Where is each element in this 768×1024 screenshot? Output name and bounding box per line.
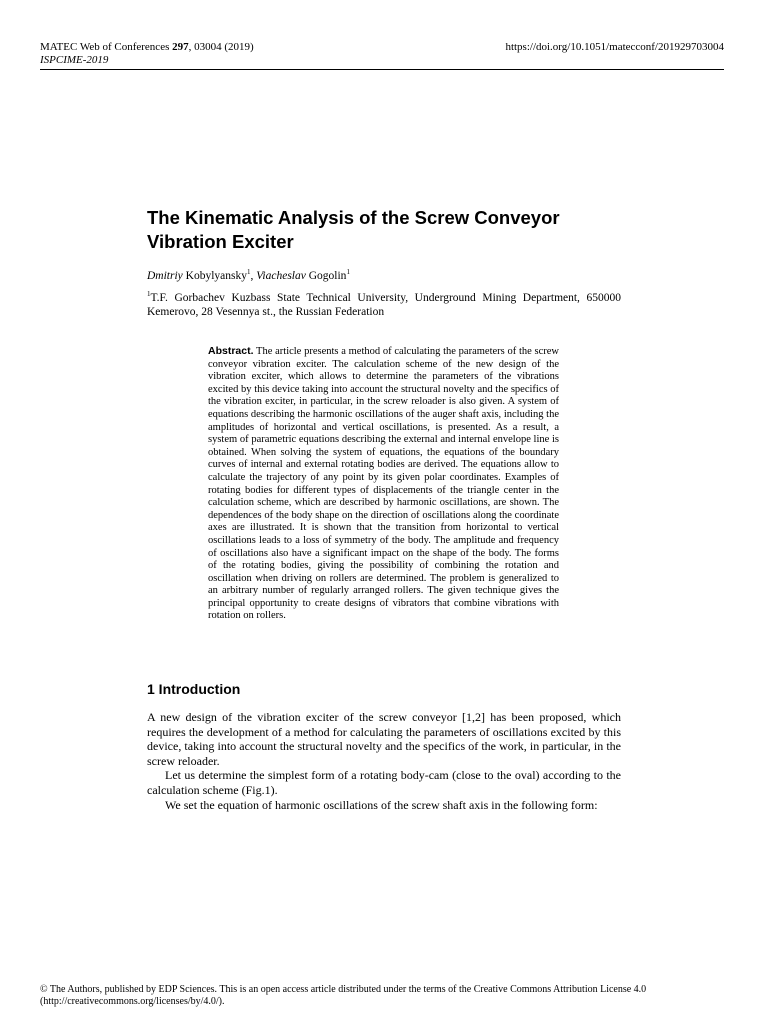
- paragraph-1: A new design of the vibration exciter of the screw conveyor [1,2] has been proposed, which requires the development of a method for calculating the parameters of oscillations excited by this device, taking into account the structural novelty and the specifics of the work, in particular, in the screw reloader.: [147, 710, 621, 768]
- affiliation-text: T.F. Gorbachev Kuzbass State Technical University, Underground Mining Department, 650000 Kemerovo, 28 Vesennya st., the Russian Federation: [147, 292, 621, 318]
- affiliation-mark: 1: [147, 290, 151, 299]
- journal-citation: [40, 41, 254, 54]
- journal-name: MATEC Web of Conferences: [40, 41, 173, 53]
- author-2-family-name: Gogolin: [305, 270, 347, 282]
- article-number: , 03004 (2019): [188, 41, 254, 53]
- author-separator: ,: [250, 270, 257, 282]
- author-1-family-name: Kobylyansky: [182, 270, 247, 282]
- abstract: [208, 345, 559, 623]
- conference-name: ISPCIME-2019: [40, 54, 109, 66]
- author-list: [147, 269, 350, 283]
- affiliation: [147, 292, 621, 319]
- paragraph-3: We set the equation of harmonic oscillations of the screw shaft axis in the following form:: [165, 797, 598, 812]
- section-body-introduction: [147, 710, 621, 812]
- abstract-text: The article presents a method of calculating the parameters of the screw conveyor vibration exciter. The calculation scheme of the new design of the vibration exciter, which allows to determine the parameters of the vibrations excited by this device taking into account the structural novelty and the specifics of the vibration exciter, in particular, in the screw reloader is also given. A system of equations describing the harmonic oscillations of the auger shaft axis, including the amplitudes of horizontal and vertical oscillations, is presented. As a result, a system of parametric equations describing the external and internal envelope line is obtained. When solving the system of equations, the equations of the boundary curves of internal and external rotating bodies are derived. The equations allow to calculate the trajectory of any point by its given polar coordinates. Examples of rotating bodies for different types of displacements of the triangle center in the calculation scheme, which are described by harmonic oscillations, are shown. The dependences of the body shape on the direction of oscillations along the coordinate axes are illustrated. It is shown that the transition from horizontal to vertical oscillations leads to a loss of symmetry of the body. The amplitude and frequency of oscillations also have a significant impact on the shape of the body. The forms of the rotating bodies, giving the possibility of combining the rotation and oscillation when driving on rollers are determined. The problem is generalized to an arbitrary number of regularly arranged rollers. The given technique gives the principal opportunity to create designs of vibrators that combine vibrations with rotation on rollers.: [208, 346, 559, 622]
- author-2-affiliation-mark: 1: [346, 268, 350, 277]
- journal-volume: 297: [172, 41, 189, 53]
- author-1-given-name: Dmitriy: [147, 270, 183, 282]
- doi-link[interactable]: https://doi.org/10.1051/matecconf/201929703004: [505, 41, 724, 53]
- paper-title: The Kinematic Analysis of the Screw Conveyor Vibration Exciter: [147, 207, 560, 252]
- paragraph-2: Let us determine the simplest form of a rotating body-cam (close to the oval) according to the calculation scheme (Fig.1).: [147, 768, 621, 797]
- running-header-journal: [40, 41, 254, 67]
- section-heading-introduction: 1 Introduction: [147, 681, 241, 697]
- author-1-affiliation-mark: 1: [247, 268, 251, 277]
- abstract-label: Abstract.: [208, 345, 254, 357]
- header-divider: [40, 69, 724, 70]
- license-footer: © The Authors, published by EDP Sciences. This is an open access article distributed under the terms of the Creative Commons Attribution License 4.0 (http://creativecommons.org/licenses/by/4.0/).: [40, 984, 647, 1007]
- author-2-given-name: Viacheslav: [256, 270, 306, 282]
